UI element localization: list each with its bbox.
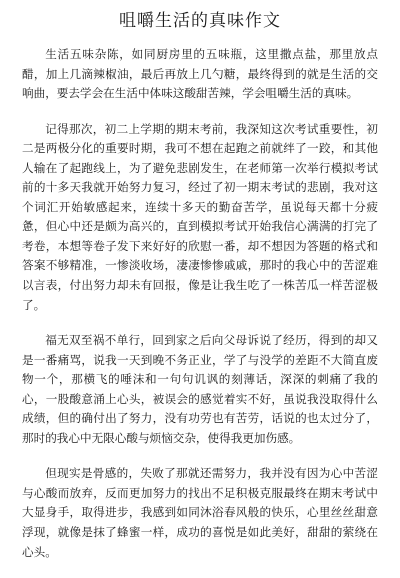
paragraph-1: 生活五味杂陈，如同厨房里的五味瓶，这里撒点盐，那里放点醋，加上几滴辣椒油，最后再放上几勺糖，最终得到的就是生活的交响曲，要去学会在生活中体味这酸甜苦辣，学会咀嚼生活的真味。 [22,47,378,101]
paragraph-gap [22,315,378,331]
paragraph-gap [22,448,378,464]
paragraph-gap [22,104,378,120]
paragraph-2: 记得那次，初二上学期的期末考前，我深知这次考试重要性，初二是两极分化的重要时期，我可不想在起跑之前就绊了一跤，和其他人输在了起跑线上，为了避免悲剧发生，在老师第一次举行模拟考试前的十多天我就开始努力复习，经过了初一期末考试的悲剧，我对这个词汇开始敏感起来，连续十多天的勤奋苦学，虽说每天都十分疲惫，但心中还是颇为高兴的，直到模拟考试开始我信心满满的打完了考卷，本想等卷子发下来好好的欣慰一番，却不想因为答题的格式和答案不够精准，一惨淡收场，凄凄惨惨戚戚，那时的我心中的苦涩难以言表，付出努力却未有回报，像是让我生吃了一株苦瓜一样苦涩极了。 [22,121,378,312]
paragraph-3: 福无双至祸不单行，回到家之后向父母诉说了经历，得到的却又是一番痛骂，说我一天到晚不务正业，学了与没学的差距不大简直废物一个，那横飞的唾沫和一句句讥讽的刻薄话，深深的刺痛了我的心，一股酸意涌上心头，被误会的感觉着实不好，虽说我没取得什么成绩，但的确付出了努力，没有功劳也有苦劳，话说的也太过分了，那时的我心中无限心酸与烦恼交杂，使得我更加伤感。 [22,333,378,445]
page-title: 咀嚼生活的真味作文 [119,11,281,31]
paragraph-4: 但现实是骨感的，失败了那就还需努力，我并没有因为心中苦涩与心酸而放弃，反而更加努力的找出不足积极克服最终在期末考试中大显身手，取得进步，我感到如同沐浴春风般的快乐，心里丝丝甜意浮现，就像是抹了蜂蜜一样，成功的喜悦是如此美好，甜甜的萦绕在心头。 [22,466,378,559]
